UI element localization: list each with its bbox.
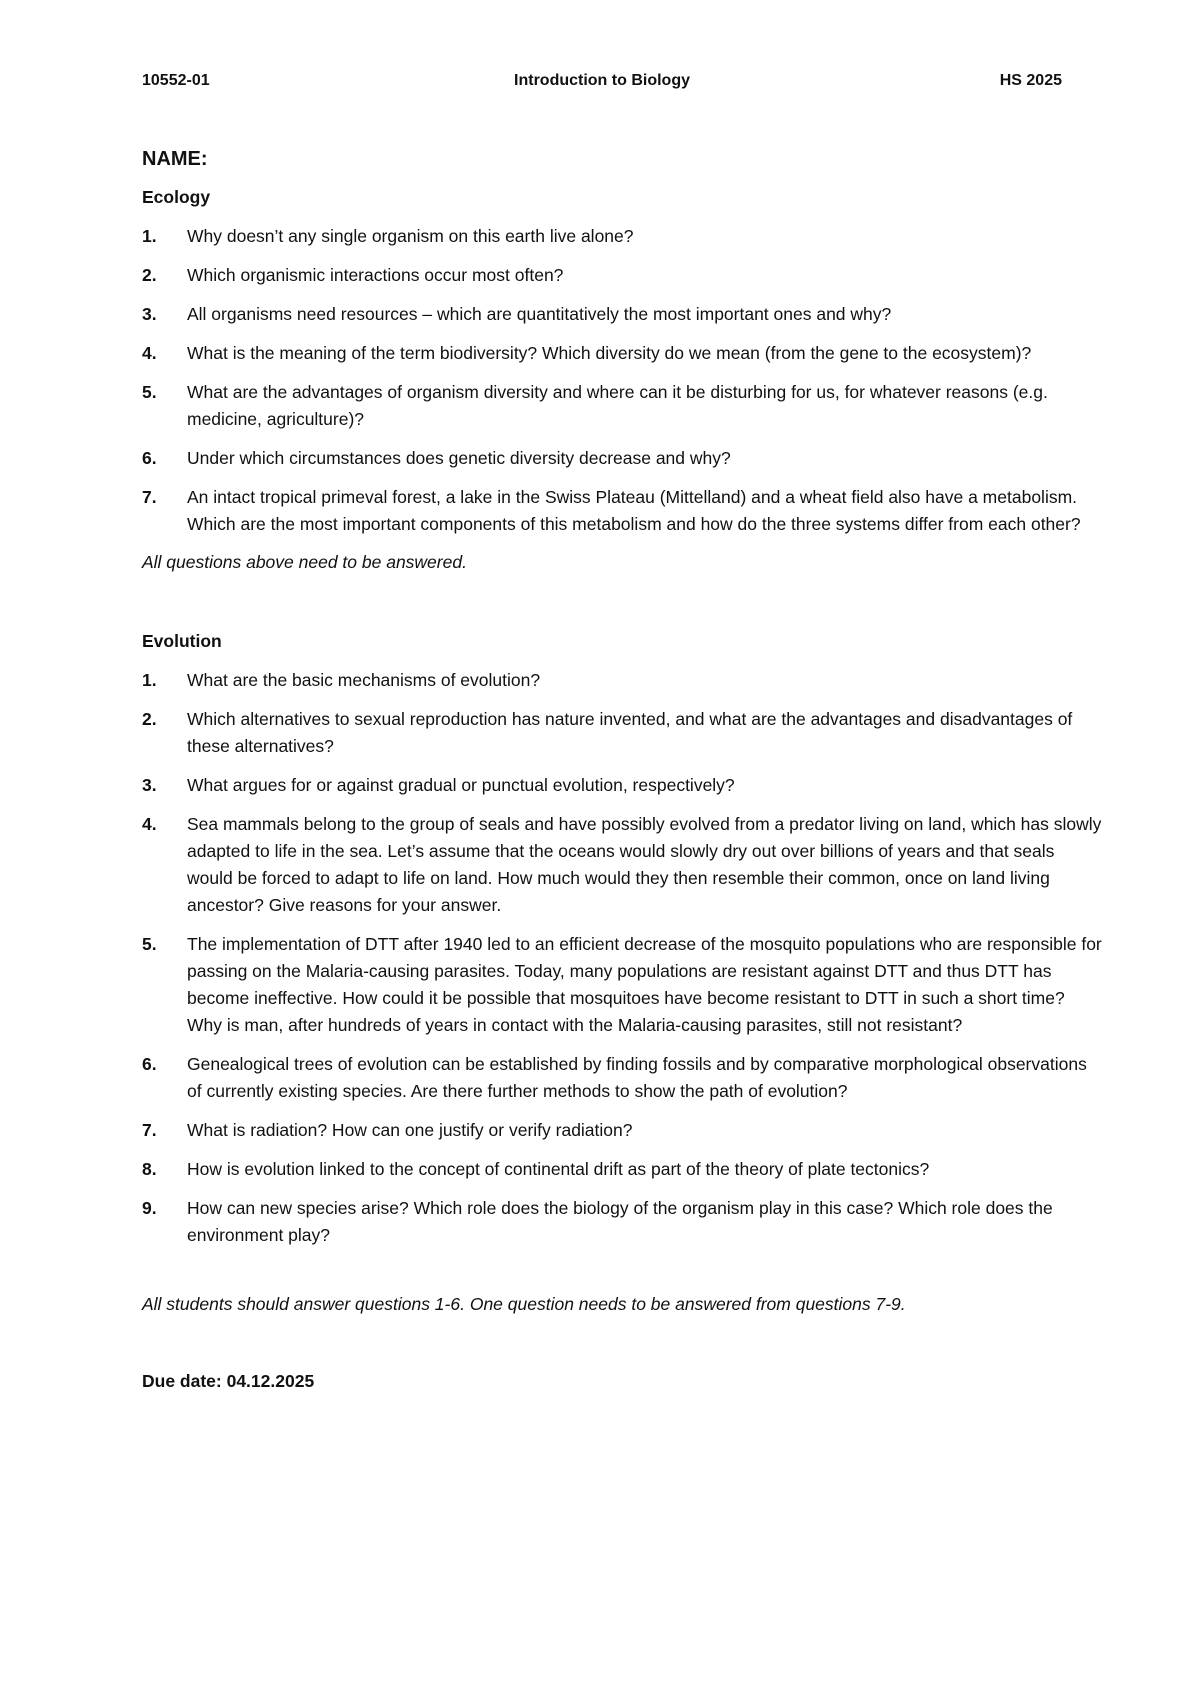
ecology-question xyxy=(142,445,1102,472)
question-number: 7. xyxy=(142,487,157,507)
course-title: Introduction to Biology xyxy=(514,72,690,89)
evolution-question xyxy=(142,811,1102,919)
evolution-section-title: Evolution xyxy=(142,631,222,651)
question-text: Which alternatives to sexual reproduction has nature invented, and what are the advantages and disadvantages of these alternatives? xyxy=(187,709,1073,756)
question-number: 7. xyxy=(142,1120,157,1140)
question-text: All organisms need resources – which are quantitatively the most important ones and why? xyxy=(187,304,892,324)
ecology-question xyxy=(142,379,1102,433)
question-number: 5. xyxy=(142,934,157,954)
question-text: Sea mammals belong to the group of seals and have possibly evolved from a predator living on land, which has slowly adapted to life in the sea. Let’s assume that the oceans would slowly dry out over billions of years and that seals would be forced to adapt to life on land. How much would they then resemble their common, once on land living ancestor? Give reasons for your answer. xyxy=(187,814,1102,915)
ecology-question xyxy=(142,301,1102,328)
ecology-section-title: Ecology xyxy=(142,187,211,207)
question-number: 6. xyxy=(142,448,157,468)
question-number: 4. xyxy=(142,343,157,363)
ecology-question xyxy=(142,340,1102,367)
evolution-question xyxy=(142,667,1102,694)
ecology-note: All questions above need to be answered. xyxy=(142,552,467,572)
question-text: What argues for or against gradual or punctual evolution, respectively? xyxy=(187,775,735,795)
semester: HS 2025 xyxy=(999,72,1062,89)
ecology-question xyxy=(142,223,1102,250)
question-text: An intact tropical primeval forest, a lake in the Swiss Plateau (Mittelland) and a wheat field also have a metabolism. Which are the most important components of this metabolism and how do the three systems differ from each other? xyxy=(187,487,1081,534)
question-number: 2. xyxy=(142,265,157,285)
question-text: Under which circumstances does genetic diversity decrease and why? xyxy=(187,448,731,468)
question-text: What are the basic mechanisms of evolution? xyxy=(187,670,541,690)
question-text: What are the advantages of organism diversity and where can it be disturbing for us, for whatever reasons (e.g. medicine, agriculture)? xyxy=(187,382,1048,429)
question-text: How can new species arise? Which role does the biology of the organism play in this case? Which role does the environment play? xyxy=(187,1198,1053,1245)
question-text: Which organismic interactions occur most often? xyxy=(187,265,564,285)
section-spacer xyxy=(142,576,1102,628)
evolution-question xyxy=(142,1195,1102,1249)
due-date: Due date: 04.12.2025 xyxy=(142,1371,315,1391)
name-label: NAME: xyxy=(142,148,208,170)
question-number: 4. xyxy=(142,814,157,834)
question-number: 3. xyxy=(142,775,157,795)
question-text: Genealogical trees of evolution can be established by finding fossils and by comparative morphological observations of currently existing species. Are there further methods to show the path of evolution? xyxy=(187,1054,1087,1101)
ecology-question xyxy=(142,262,1102,289)
question-number: 8. xyxy=(142,1159,157,1179)
question-text: How is evolution linked to the concept of continental drift as part of the theory of plate tectonics? xyxy=(187,1159,930,1179)
document-body xyxy=(142,144,1102,1395)
question-number: 1. xyxy=(142,670,157,690)
evolution-question xyxy=(142,1117,1102,1144)
question-text: What is the meaning of the term biodiversity? Which diversity do we mean (from the gene to the ecosystem)? xyxy=(187,343,1032,363)
evolution-question-list xyxy=(142,667,1102,1249)
ecology-question xyxy=(142,484,1102,538)
question-text: The implementation of DTT after 1940 led to an efficient decrease of the mosquito populations who are responsible for passing on the Malaria-causing parasites. Today, many populations are resistant against DTT and thus DTT has become ineffective. How could it be possible that mosquitoes have become resistant to DTT in such a short time? Why is man, after hundreds of years in contact with the Malaria-causing parasites, still not resistant? xyxy=(187,934,1102,1035)
course-code: 10552-01 xyxy=(142,72,210,89)
evolution-question xyxy=(142,1051,1102,1105)
evolution-question xyxy=(142,931,1102,1039)
question-number: 1. xyxy=(142,226,157,246)
question-number: 5. xyxy=(142,382,157,402)
question-number: 3. xyxy=(142,304,157,324)
evolution-question xyxy=(142,706,1102,760)
question-text: What is radiation? How can one justify or verify radiation? xyxy=(187,1120,633,1140)
question-number: 2. xyxy=(142,709,157,729)
evolution-question xyxy=(142,772,1102,799)
evolution-question xyxy=(142,1156,1102,1183)
evolution-note: All students should answer questions 1-6. One question needs to be answered from questions 7-9. xyxy=(142,1294,906,1314)
question-text: Why doesn’t any single organism on this earth live alone? xyxy=(187,226,634,246)
page-header xyxy=(142,72,1062,98)
ecology-question-list xyxy=(142,223,1102,538)
question-number: 6. xyxy=(142,1054,157,1074)
question-number: 9. xyxy=(142,1198,157,1218)
